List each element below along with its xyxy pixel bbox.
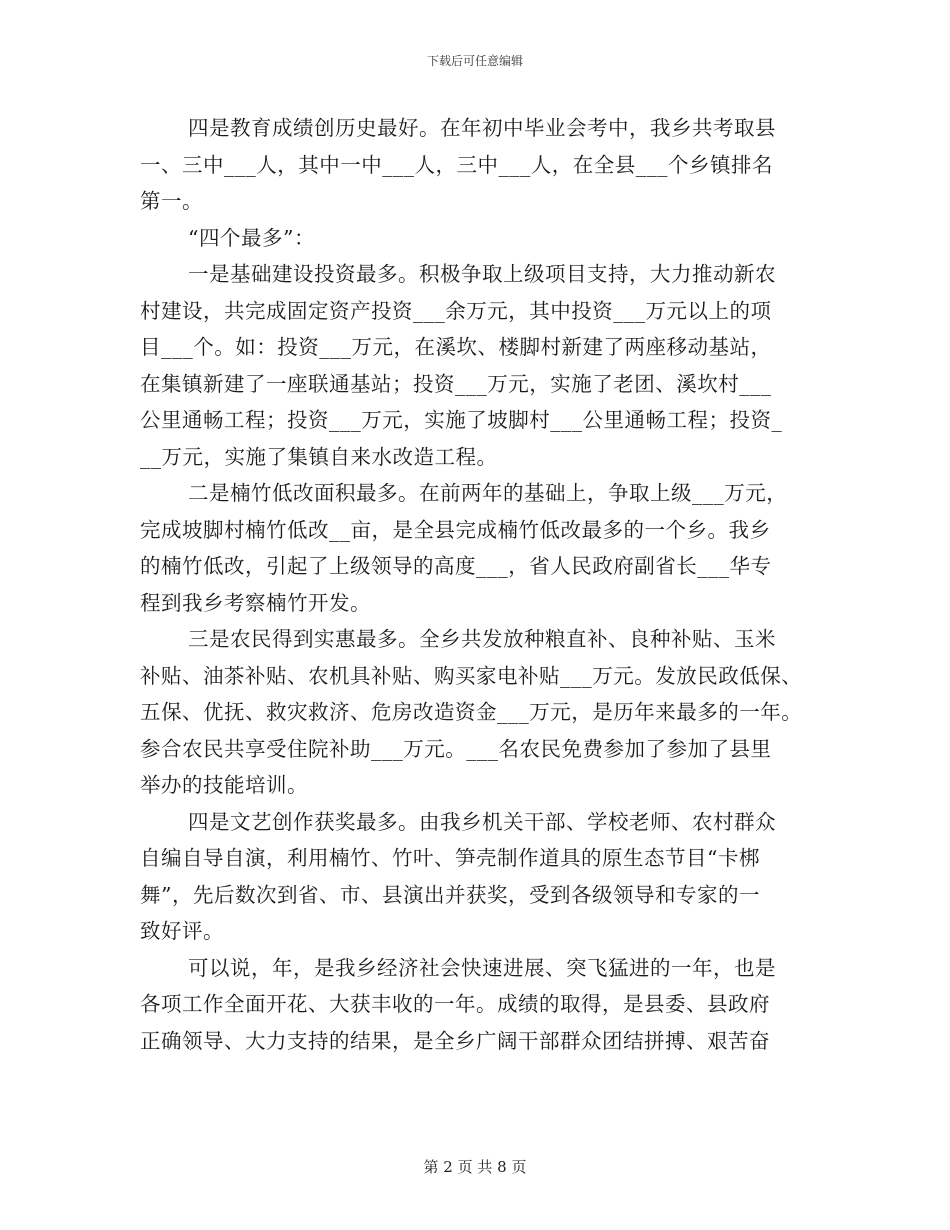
- page-header: 下载后可任意编辑: [426, 54, 523, 68]
- text-line: 致好评。: [140, 919, 224, 943]
- text-line: 参合农民共享受住院补助___万元。___名农民免费参加了参加了县里: [140, 736, 772, 761]
- text-line: 目___个。如：投资___万元，在溪坎、楼脚村新建了两座移动基站，: [140, 335, 772, 359]
- text-line: 可以说，年，是我乡经济社会快速进展、突飞猛进的一年，也是: [188, 955, 776, 980]
- text-line: 舞”，先后数次到省、市、县演出并获奖，受到各级领导和专家的一: [140, 882, 760, 907]
- text-line: 举办的技能培训。: [140, 773, 308, 797]
- text-line: 完成坡脚村楠竹低改__亩，是全县完成楠竹低改最多的一个乡。我乡: [140, 517, 771, 542]
- text-line: 程到我乡考察楠竹开发。: [140, 590, 371, 615]
- text-line: 三是农民得到实惠最多。全乡共发放种粮直补、良种补贴、玉米: [188, 627, 776, 651]
- text-line: 补贴、油茶补贴、农机具补贴、购买家电补贴___万元。发放民政低保、: [140, 663, 803, 688]
- page-footer: 第 2 页 共 8 页: [423, 1158, 527, 1176]
- text-line: 自编自导自演，利用楠竹、竹叶、笋壳制作道具的原生态节目“卡梆: [140, 846, 760, 870]
- text-line: 第一。: [140, 189, 203, 213]
- text-line: 各项工作全面开花、大获丰收的一年。成绩的取得，是县委、县政府: [140, 992, 770, 1016]
- text-line: 四是文艺创作获奖最多。由我乡机关干部、学校老师、农村群众: [188, 809, 776, 834]
- text-line: 二是楠竹低改面积最多。在前两年的基础上，争取上级___万元，: [188, 481, 788, 505]
- text-line: 的楠竹低改，引起了上级领导的高度___，省人民政府副省长___华专: [140, 554, 772, 578]
- text-line: 正确领导、大力支持的结果，是全乡广阔干部群众团结拼搏、艰苦奋: [140, 1028, 770, 1053]
- text-line: 村建设，共完成固定资产投资___余万元，其中投资___万元以上的项: [140, 298, 772, 323]
- text-line: 五保、优抚、救灾救济、危房改造资金___万元，是历年来最多的一年。: [140, 700, 803, 724]
- text-line: 四是教育成绩创历史最好。在年初中毕业会考中，我乡共考取县: [188, 116, 776, 140]
- text-line: “四个最多”：: [188, 225, 315, 250]
- text-line: 一、三中___人，其中一中___人，三中___人，在全县___个乡镇排名: [140, 152, 773, 177]
- text-line: 公里通畅工程；投资___万元，实施了坡脚村___公里通畅工程；投资_: [140, 408, 783, 432]
- text-line: __万元，实施了集镇自来水改造工程。: [140, 444, 498, 469]
- text-line: 在集镇新建了一座联通基站；投资___万元，实施了老团、溪坎村___: [140, 371, 772, 396]
- text-line: 一是基础建设投资最多。积极争取上级项目支持，大力推动新农: [188, 262, 776, 286]
- document-body: [140, 110, 803, 1059]
